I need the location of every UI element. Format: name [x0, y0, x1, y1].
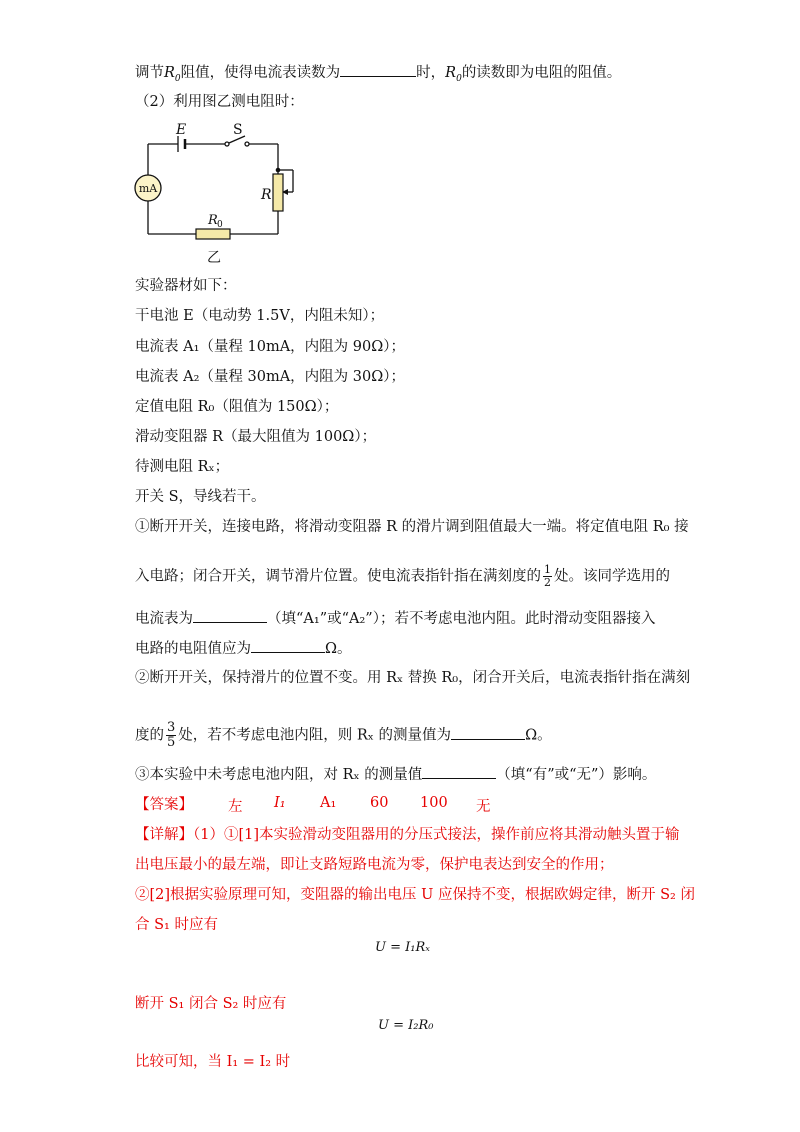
material-item: 开关 S，导线若干。: [135, 489, 266, 505]
label-s: S: [233, 122, 243, 138]
equation-2: U = I₂R₀: [378, 1018, 434, 1033]
text-segment: 调节: [135, 65, 164, 81]
material-item: 定值电阻 R₀（阻值为 150Ω）；: [135, 399, 339, 415]
text-segment: 处，若不考虑电池内阻，则 Rₓ 的测量值为: [178, 727, 452, 744]
answer-item: I₁: [274, 795, 286, 811]
material-item: 电流表 A₂（量程 30mA，内阻为 30Ω）；: [135, 369, 406, 385]
answer-item: 左: [228, 799, 243, 815]
text-segment: Ω。: [325, 641, 352, 657]
text-segment: 时，: [416, 65, 446, 81]
detail-line-1: 【详解】（1）①[1]本实验滑动变阻器用的分压式接法，操作前应将其滑动触头置于输: [135, 827, 680, 843]
text-line-2: （2）利用图乙测电阻时：: [135, 94, 304, 110]
detail-line-6: 比较可知，当 I₁ = I₂ 时: [135, 1054, 291, 1070]
answer-label: 【答案】: [135, 797, 193, 813]
text-segment: 电路的电阻值应为: [135, 641, 251, 657]
step1-line-2: [135, 564, 670, 589]
symbol-r0: $R_0$: [164, 65, 181, 84]
materials-title: 实验器材如下：: [135, 278, 237, 294]
material-item: 干电池 E（电动势 1.5V，内阻未知）；: [135, 308, 385, 324]
step1-line-4: [135, 638, 352, 659]
text-line-1: [135, 62, 621, 89]
label-r: R: [261, 187, 272, 203]
step3-line: [135, 764, 656, 785]
text-segment: 电流表为: [135, 611, 193, 627]
answer-blank[interactable]: [422, 764, 496, 779]
equation-1: U = I₁Rₓ: [375, 940, 430, 955]
material-item: 待测电阻 Rₓ；: [135, 459, 230, 475]
text-segment: 的读数即为电阻的阻值。: [461, 65, 622, 81]
answer-blank[interactable]: [451, 725, 525, 740]
label-r0-subscript: 0: [217, 220, 223, 230]
answer-blank[interactable]: [193, 608, 267, 623]
material-item: 滑动变阻器 R（最大阻值为 100Ω）；: [135, 429, 377, 445]
text-segment: ③本实验中未考虑电池内阻，对 Rₓ 的测量值: [135, 767, 423, 783]
text-segment: 度的: [135, 727, 164, 744]
step1-line-3: [135, 608, 655, 629]
answer-item: A₁: [320, 795, 337, 811]
rheostat-icon: [273, 174, 283, 211]
text-segment: （填“A₁”或“A₂”）；若不考虑电池内阻。此时滑动变阻器接入: [267, 611, 656, 627]
text-segment: 入电路；闭合开关，调节滑片位置。使电流表指针指在满刻度的: [135, 568, 541, 585]
answer-blank[interactable]: [251, 638, 325, 653]
fraction-one-half: $\frac{1}{2}$: [544, 563, 551, 589]
label-e: E: [176, 122, 187, 138]
text-segment: Ω。: [525, 727, 552, 744]
figure-caption: 乙: [207, 250, 221, 266]
symbol-r0: $R_0$: [445, 65, 462, 84]
answer-item: 60: [370, 795, 389, 811]
step1-line-1: ①断开开关，连接电路，将滑动变阻器 R 的滑片调到阻值最大一端。将定值电阻 R₀ 接: [135, 519, 689, 535]
resistor-r0-icon: [196, 229, 230, 239]
text-segment: 处。该同学选用的: [554, 568, 670, 585]
text-segment: （填“有”或“无”）影响。: [496, 767, 657, 783]
answer-item: 无: [476, 799, 491, 815]
label-r0: R: [208, 213, 218, 228]
circuit-diagram: [130, 120, 320, 270]
detail-line-3: ②[2]根据实验原理可知，变阻器的输出电压 U 应保持不变，根据欧姆定律，断开 S₂ 闭: [135, 887, 695, 903]
step2-line-1: ②断开开关，保持滑片的位置不变。用 Rₓ 替换 R₀，闭合开关后，电流表指针指在满刻: [135, 670, 691, 686]
ammeter-label: mA: [138, 182, 158, 195]
text-segment: 阻值，使得电流表读数为: [180, 65, 341, 81]
junction-dot: [276, 168, 281, 173]
fraction-three-fifths: $\frac{3}{5}$: [167, 720, 176, 750]
answer-blank[interactable]: [340, 62, 416, 77]
step2-line-2: [135, 721, 552, 750]
detail-line-2: 出电压最小的最左端，即让支路短路电流为零，保护电表达到安全的作用；: [135, 857, 614, 873]
answer-item: 100: [420, 795, 448, 811]
detail-line-5: 断开 S₁ 闭合 S₂ 时应有: [135, 996, 287, 1012]
material-item: 电流表 A₁（量程 10mA，内阻为 90Ω）；: [135, 339, 406, 355]
detail-line-4: 合 S₁ 时应有: [135, 917, 218, 933]
